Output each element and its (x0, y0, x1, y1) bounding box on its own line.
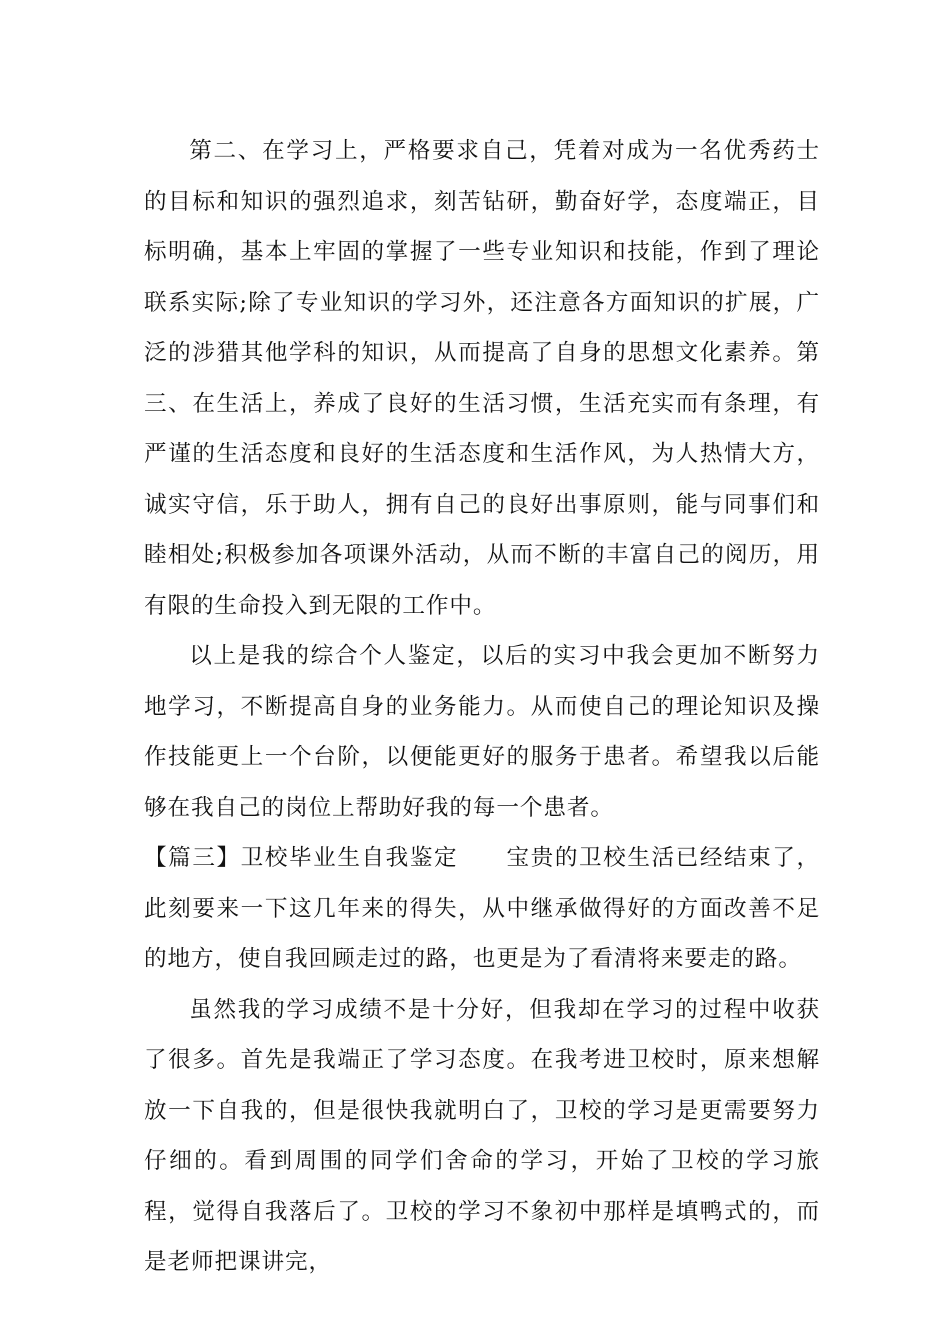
paragraph-summary: 以上是我的综合个人鉴定，以后的实习中我会更加不断努力地学习，不断提高自身的业务能力。从而使自己的理论知识及操作技能更上一个台阶，以便能更好的服务于患者。希望我以后能够在我自己的岗位上帮助好我的每一个患者。 (144, 643, 820, 821)
document-body (144, 126, 820, 1288)
paragraph-study-and-life: 第二、在学习上，严格要求自己，凭着对成为一名优秀药士的目标和知识的强烈追求，刻苦钻研，勤奋好学，态度端正，目标明确，基本上牢固的掌握了一些专业知识和技能，作到了理论联系实际;除了专业知识的学习外，还注意各方面知识的扩展，广泛的涉猎其他学科的知识，从而提高了自身的思想文化素养。第三、在生活上，养成了良好的生活习惯，生活充实而有条理，有严谨的生活态度和良好的生活态度和生活作风，为人热情大方，诚实守信，乐于助人，拥有自己的良好出事原则，能与同事们和睦相处;积极参加各项课外活动，从而不断的丰富自己的阅历，用有限的生命投入到无限的工作中。 (144, 138, 820, 619)
paragraph-learning-attitude: 虽然我的学习成绩不是十分好，但我却在学习的过程中收获了很多。首先是我端正了学习态度。在我考进卫校时，原来想解放一下自我的，但是很快我就明白了，卫校的学习是更需要努力仔细的。看到周围的同学们舍命的学习，开始了卫校的学习旅程，觉得自我落后了。卫校的学习不象初中那样是填鸭式的，而是老师把课讲完， (144, 996, 820, 1275)
paragraph-section-three-heading: 【篇三】卫校毕业生自我鉴定 宝贵的卫校生活已经结束了，此刻要来一下这几年来的得失，从中继承做得好的方面改善不足的地方，使自我回顾走过的路，也更是为了看清将来要走的路。 (144, 845, 820, 972)
